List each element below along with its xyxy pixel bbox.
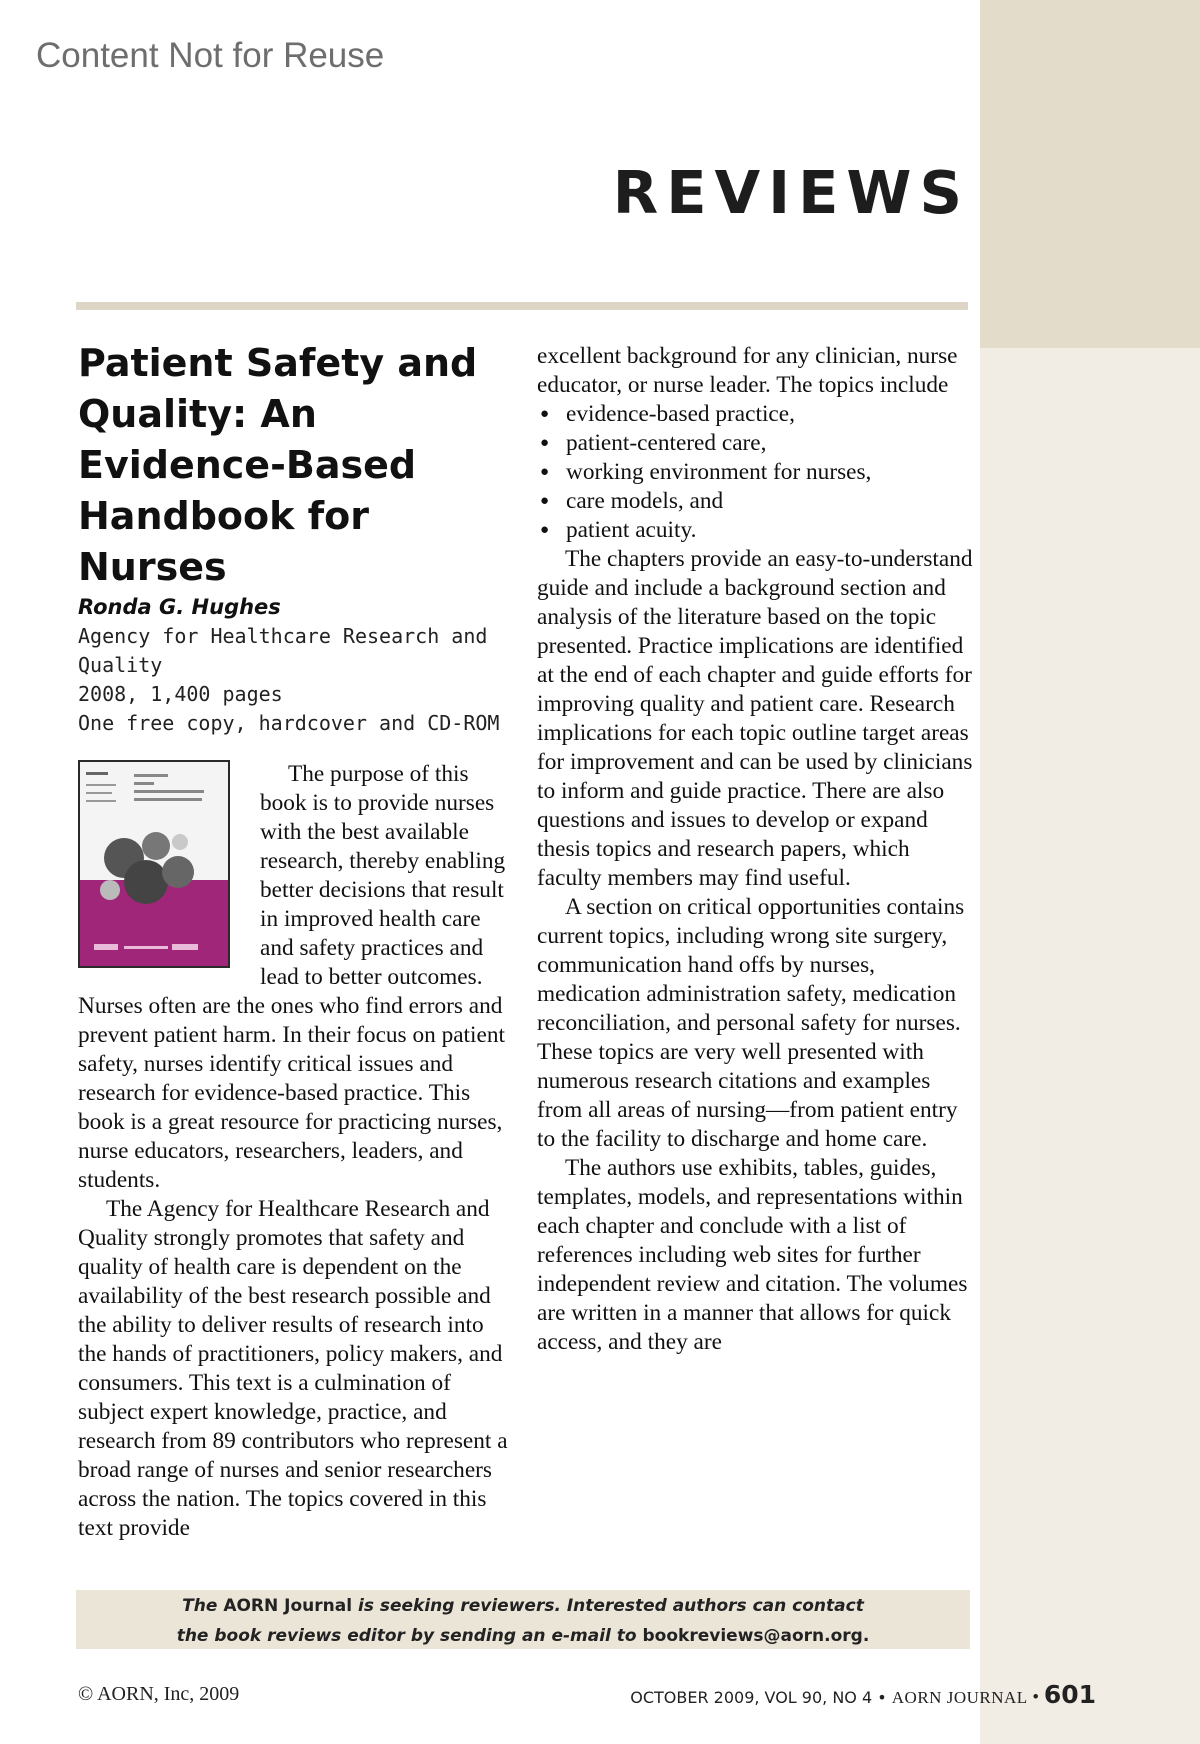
book-format: One free copy, hardcover and CD-ROM (78, 711, 500, 735)
right-column (537, 342, 977, 1357)
right-intro: excellent background for any clinician, nurse educator, or nurse leader. The topics include (537, 343, 958, 398)
book-cover-image (78, 760, 230, 968)
notice-line-2 (76, 1620, 970, 1650)
section-title: REVIEWS (612, 158, 970, 227)
reviewer-notice (76, 1590, 970, 1649)
copyright: © AORN, Inc, 2009 (78, 1683, 240, 1705)
right-paragraph-2: A section on critical opportunities contains current topics, including wrong site surgery, communication hand offs by nurses, medication administration safety, medication reconciliation, and personal safety for nurses. These topics are very well presented with numerous research citations and examples from all areas of nursing—from patient entry to the facility to discharge and home care. (537, 894, 965, 1152)
left-paragraph-1: The purpose of this book is to provide nurses with the best available research, thereby enabling better decisions that result in improved health care and safety practices and lead to better outcomes. Nurses often are the ones who find errors and prevent patient harm. In their focus on patient safety, nurses identify critical issues and research for evidence-based practice. This book is a great resource for practicing nurses, nurse educators, researchers, leaders, and students. (78, 761, 506, 1193)
section-divider (76, 302, 968, 310)
book-title: Patient Safety and Quality: An Evidence-Based Handbook for Nurses (78, 341, 478, 589)
footer-separator: • (1027, 1687, 1044, 1708)
list-item: ● evidence-based practice, (537, 400, 977, 429)
sidebar-band-bottom (980, 348, 1200, 1744)
list-item: ● working environment for nurses, (537, 458, 977, 487)
topics-list (537, 400, 977, 545)
email-link[interactable]: bookreviews@aorn.org. (642, 1626, 870, 1646)
left-paragraph-2: The Agency for Healthcare Research and Quality strongly promotes that safety and quality of health care is dependent on the availability of the best research possible and the ability to deliver results of research into the hands of practitioners, policy makers, and consumers. This text is a culmination of subject expert knowledge, practice, and research from 89 contributors who represent a broad range of nurses and senior researchers across the nation. The topics covered in this text provide (78, 1196, 508, 1541)
right-paragraph-3: The authors use exhibits, tables, guides, templates, models, and representations within each chapter and conclude with a list of references including web sites for further independent review and citation. The volumes are written in a manner that allows for quick access, and they are (537, 1155, 968, 1355)
journal-name: AORN Journal (223, 1596, 353, 1616)
book-author: Ronda G. Hughes (78, 595, 281, 619)
notice-line-1 (76, 1590, 970, 1620)
right-paragraph-1: The chapters provide an easy-to-understand guide and include a background section and analysis of the literature based on the topic presented. Practice implications are identified at the end of each chapter and guide efforts for improving quality and patient care. Research implications for each topic outline target areas for improvement and can be used by clinicians to inform and guide practice. There are also questions and issues to develop or expand thesis topics and research papers, which faculty members may find useful. (537, 546, 973, 891)
list-item: ● care models, and (537, 487, 977, 516)
journal-title: AORN JOURNAL (891, 1688, 1028, 1707)
book-year-pages: 2008, 1,400 pages (78, 682, 283, 706)
page-footer (630, 1680, 1096, 1709)
notice-text: the book reviews editor by sending an e-mail to (176, 1626, 643, 1646)
page-number: 601 (1043, 1680, 1096, 1709)
list-item: ● patient-centered care, (537, 429, 977, 458)
book-publisher: Agency for Healthcare Research and Quality (78, 624, 488, 677)
list-item: ● patient acuity. (537, 516, 977, 545)
left-column (78, 338, 510, 1543)
notice-text: is seeking reviewers. Interested authors can contact (352, 1596, 864, 1616)
issue-info: OCTOBER 2009, VOL 90, NO 4 • (630, 1688, 892, 1707)
watermark: Content Not for Reuse (36, 36, 385, 75)
notice-text: The (182, 1596, 224, 1616)
sidebar-band-top (980, 0, 1200, 348)
